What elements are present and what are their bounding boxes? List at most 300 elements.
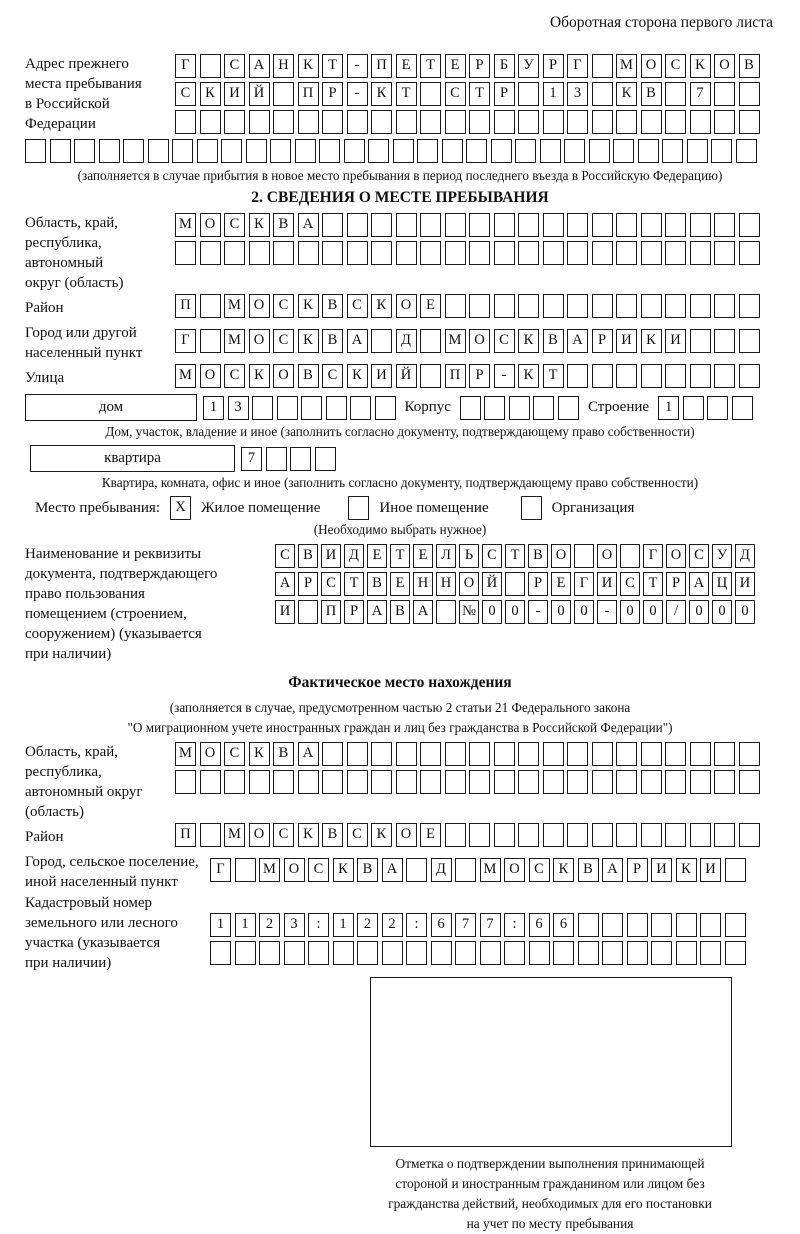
char-cell[interactable]: 1 (543, 82, 564, 106)
char-cell[interactable]: Н (413, 572, 433, 596)
char-cell[interactable]: : (406, 913, 427, 937)
char-cell[interactable] (714, 329, 735, 353)
char-cell[interactable] (455, 941, 476, 965)
char-cell[interactable] (592, 823, 613, 847)
char-cell[interactable]: 2 (382, 913, 403, 937)
char-cell[interactable] (396, 241, 417, 265)
char-cell[interactable] (564, 139, 585, 163)
char-cell[interactable] (676, 941, 697, 965)
char-cell[interactable] (553, 941, 574, 965)
char-cell[interactable] (651, 941, 672, 965)
char-cell[interactable] (469, 742, 490, 766)
char-cell[interactable]: А (413, 600, 433, 624)
char-cell[interactable] (175, 241, 196, 265)
char-cell[interactable] (315, 447, 336, 471)
char-cell[interactable]: 7 (690, 82, 711, 106)
char-cell[interactable]: А (602, 858, 623, 882)
char-cell[interactable]: С (273, 329, 294, 353)
char-cell[interactable] (50, 139, 71, 163)
char-cell[interactable]: М (224, 294, 245, 318)
char-cell[interactable] (665, 770, 686, 794)
char-cell[interactable]: П (175, 823, 196, 847)
char-cell[interactable]: Т (396, 82, 417, 106)
char-cell[interactable] (578, 913, 599, 937)
char-cell[interactable] (246, 139, 267, 163)
char-cell[interactable]: 0 (712, 600, 732, 624)
char-cell[interactable]: С (273, 294, 294, 318)
char-cell[interactable] (739, 241, 760, 265)
char-cell[interactable]: 0 (551, 600, 571, 624)
char-cell[interactable] (589, 139, 610, 163)
char-cell[interactable]: О (200, 742, 221, 766)
char-cell[interactable] (494, 294, 515, 318)
char-cell[interactable] (592, 241, 613, 265)
char-cell[interactable] (651, 913, 672, 937)
char-cell[interactable]: У (712, 544, 732, 568)
char-cell[interactable] (662, 139, 683, 163)
char-cell[interactable] (322, 110, 343, 134)
char-cell[interactable]: Т (643, 572, 663, 596)
char-cell[interactable]: Е (551, 572, 571, 596)
char-cell[interactable] (200, 110, 221, 134)
char-cell[interactable]: М (175, 213, 196, 237)
char-cell[interactable] (290, 447, 311, 471)
char-cell[interactable]: В (322, 823, 343, 847)
char-cell[interactable]: С (529, 858, 550, 882)
char-cell[interactable] (172, 139, 193, 163)
char-cell[interactable] (371, 329, 392, 353)
char-cell[interactable]: С (482, 544, 502, 568)
char-cell[interactable]: К (298, 823, 319, 847)
char-cell[interactable] (445, 823, 466, 847)
char-cell[interactable] (200, 770, 221, 794)
char-cell[interactable]: К (333, 858, 354, 882)
char-cell[interactable]: : (504, 913, 525, 937)
char-cell[interactable]: Н (273, 54, 294, 78)
char-cell[interactable]: К (347, 364, 368, 388)
char-cell[interactable]: В (390, 600, 410, 624)
char-cell[interactable]: М (259, 858, 280, 882)
char-cell[interactable]: С (620, 572, 640, 596)
char-cell[interactable] (200, 294, 221, 318)
residential-checkbox[interactable] (170, 496, 191, 520)
char-cell[interactable]: Е (413, 544, 433, 568)
char-cell[interactable]: Т (469, 82, 490, 106)
char-cell[interactable]: С (445, 82, 466, 106)
char-cell[interactable]: У (518, 54, 539, 78)
char-cell[interactable] (518, 823, 539, 847)
char-cell[interactable] (725, 858, 746, 882)
char-cell[interactable] (249, 110, 270, 134)
char-cell[interactable] (273, 110, 294, 134)
char-cell[interactable] (460, 396, 481, 420)
other-premises-checkbox[interactable] (348, 496, 369, 520)
char-cell[interactable] (665, 82, 686, 106)
char-cell[interactable]: № (459, 600, 479, 624)
char-cell[interactable] (592, 213, 613, 237)
char-cell[interactable] (326, 396, 347, 420)
char-cell[interactable]: С (689, 544, 709, 568)
char-cell[interactable]: М (224, 823, 245, 847)
char-cell[interactable]: А (275, 572, 295, 596)
char-cell[interactable]: : (308, 913, 329, 937)
char-cell[interactable] (543, 742, 564, 766)
char-cell[interactable]: 7 (241, 447, 262, 471)
char-cell[interactable] (344, 139, 365, 163)
char-cell[interactable] (396, 742, 417, 766)
char-cell[interactable] (322, 241, 343, 265)
char-cell[interactable]: Д (396, 329, 417, 353)
char-cell[interactable]: В (298, 364, 319, 388)
char-cell[interactable] (641, 213, 662, 237)
char-cell[interactable] (357, 941, 378, 965)
char-cell[interactable] (494, 770, 515, 794)
char-cell[interactable] (466, 139, 487, 163)
char-cell[interactable] (175, 110, 196, 134)
char-cell[interactable] (469, 241, 490, 265)
char-cell[interactable] (371, 770, 392, 794)
char-cell[interactable] (700, 941, 721, 965)
char-cell[interactable] (420, 364, 441, 388)
char-cell[interactable]: К (371, 82, 392, 106)
char-cell[interactable]: К (518, 329, 539, 353)
char-cell[interactable]: - (597, 600, 617, 624)
char-cell[interactable]: А (347, 329, 368, 353)
char-cell[interactable]: 2 (357, 913, 378, 937)
char-cell[interactable]: К (518, 364, 539, 388)
char-cell[interactable] (420, 742, 441, 766)
char-cell[interactable] (509, 396, 530, 420)
char-cell[interactable]: Т (322, 54, 343, 78)
char-cell[interactable]: 3 (284, 913, 305, 937)
char-cell[interactable] (616, 110, 637, 134)
char-cell[interactable] (200, 329, 221, 353)
char-cell[interactable]: О (551, 544, 571, 568)
char-cell[interactable]: Й (396, 364, 417, 388)
char-cell[interactable] (445, 742, 466, 766)
char-cell[interactable]: - (528, 600, 548, 624)
char-cell[interactable] (347, 742, 368, 766)
char-cell[interactable]: Т (543, 364, 564, 388)
char-cell[interactable] (574, 544, 594, 568)
char-cell[interactable]: 3 (228, 396, 249, 420)
char-cell[interactable] (714, 82, 735, 106)
char-cell[interactable]: 1 (658, 396, 679, 420)
char-cell[interactable] (445, 241, 466, 265)
char-cell[interactable]: И (651, 858, 672, 882)
char-cell[interactable]: Н (436, 572, 456, 596)
char-cell[interactable]: С (322, 364, 343, 388)
char-cell[interactable]: О (666, 544, 686, 568)
char-cell[interactable] (665, 213, 686, 237)
char-cell[interactable]: Р (528, 572, 548, 596)
char-cell[interactable]: П (175, 294, 196, 318)
char-cell[interactable] (711, 139, 732, 163)
char-cell[interactable] (616, 213, 637, 237)
char-cell[interactable]: Л (436, 544, 456, 568)
char-cell[interactable] (436, 600, 456, 624)
char-cell[interactable]: Д (344, 544, 364, 568)
char-cell[interactable] (641, 770, 662, 794)
char-cell[interactable]: С (347, 294, 368, 318)
char-cell[interactable] (690, 110, 711, 134)
char-cell[interactable]: С (321, 572, 341, 596)
char-cell[interactable]: П (371, 54, 392, 78)
char-cell[interactable] (683, 396, 704, 420)
char-cell[interactable]: О (641, 54, 662, 78)
char-cell[interactable]: О (249, 329, 270, 353)
char-cell[interactable] (665, 823, 686, 847)
char-cell[interactable]: К (553, 858, 574, 882)
char-cell[interactable] (333, 941, 354, 965)
char-cell[interactable] (455, 858, 476, 882)
char-cell[interactable]: Т (505, 544, 525, 568)
char-cell[interactable] (620, 544, 640, 568)
char-cell[interactable] (200, 54, 221, 78)
char-cell[interactable] (518, 213, 539, 237)
char-cell[interactable] (533, 396, 554, 420)
char-cell[interactable] (714, 294, 735, 318)
char-cell[interactable] (175, 770, 196, 794)
char-cell[interactable] (505, 572, 525, 596)
char-cell[interactable]: О (249, 294, 270, 318)
char-cell[interactable] (252, 396, 273, 420)
char-cell[interactable] (641, 364, 662, 388)
char-cell[interactable]: 1 (210, 913, 231, 937)
char-cell[interactable]: Г (567, 54, 588, 78)
char-cell[interactable] (518, 770, 539, 794)
char-cell[interactable] (431, 941, 452, 965)
char-cell[interactable]: Е (396, 54, 417, 78)
char-cell[interactable] (690, 770, 711, 794)
char-cell[interactable]: А (382, 858, 403, 882)
char-cell[interactable] (665, 241, 686, 265)
char-cell[interactable] (665, 294, 686, 318)
char-cell[interactable]: М (616, 54, 637, 78)
char-cell[interactable] (445, 213, 466, 237)
char-cell[interactable] (295, 139, 316, 163)
char-cell[interactable] (25, 139, 46, 163)
char-cell[interactable]: / (666, 600, 686, 624)
char-cell[interactable]: О (597, 544, 617, 568)
char-cell[interactable]: - (494, 364, 515, 388)
char-cell[interactable]: 0 (735, 600, 755, 624)
char-cell[interactable]: 0 (643, 600, 663, 624)
char-cell[interactable]: К (249, 364, 270, 388)
char-cell[interactable]: И (224, 82, 245, 106)
char-cell[interactable]: С (224, 364, 245, 388)
char-cell[interactable]: 1 (235, 913, 256, 937)
char-cell[interactable] (578, 941, 599, 965)
char-cell[interactable] (592, 742, 613, 766)
char-cell[interactable] (417, 139, 438, 163)
char-cell[interactable]: М (224, 329, 245, 353)
char-cell[interactable] (224, 110, 245, 134)
char-cell[interactable]: 3 (567, 82, 588, 106)
char-cell[interactable]: Т (344, 572, 364, 596)
char-cell[interactable] (543, 110, 564, 134)
char-cell[interactable]: Г (210, 858, 231, 882)
char-cell[interactable] (714, 110, 735, 134)
char-cell[interactable] (592, 54, 613, 78)
char-cell[interactable]: О (459, 572, 479, 596)
char-cell[interactable]: К (371, 823, 392, 847)
char-cell[interactable]: Ь (459, 544, 479, 568)
char-cell[interactable] (641, 294, 662, 318)
char-cell[interactable] (592, 364, 613, 388)
char-cell[interactable]: Е (367, 544, 387, 568)
char-cell[interactable]: С (665, 54, 686, 78)
char-cell[interactable] (371, 742, 392, 766)
char-cell[interactable] (641, 742, 662, 766)
char-cell[interactable]: О (284, 858, 305, 882)
char-cell[interactable] (518, 294, 539, 318)
char-cell[interactable]: 6 (529, 913, 550, 937)
char-cell[interactable] (221, 139, 242, 163)
char-cell[interactable] (714, 770, 735, 794)
char-cell[interactable]: Р (627, 858, 648, 882)
char-cell[interactable]: И (597, 572, 617, 596)
char-cell[interactable] (322, 742, 343, 766)
char-cell[interactable]: О (200, 213, 221, 237)
char-cell[interactable]: Р (592, 329, 613, 353)
char-cell[interactable]: 0 (505, 600, 525, 624)
char-cell[interactable]: Г (175, 54, 196, 78)
char-cell[interactable]: И (735, 572, 755, 596)
char-cell[interactable] (375, 396, 396, 420)
char-cell[interactable] (714, 241, 735, 265)
char-cell[interactable] (371, 110, 392, 134)
char-cell[interactable] (515, 139, 536, 163)
char-cell[interactable] (368, 139, 389, 163)
char-cell[interactable] (690, 329, 711, 353)
char-cell[interactable]: Д (735, 544, 755, 568)
char-cell[interactable]: Р (344, 600, 364, 624)
char-cell[interactable] (420, 329, 441, 353)
char-cell[interactable] (442, 139, 463, 163)
char-cell[interactable]: 2 (259, 913, 280, 937)
char-cell[interactable]: И (616, 329, 637, 353)
char-cell[interactable]: С (224, 54, 245, 78)
char-cell[interactable]: М (175, 742, 196, 766)
char-cell[interactable] (592, 110, 613, 134)
char-cell[interactable] (494, 823, 515, 847)
char-cell[interactable] (567, 364, 588, 388)
char-cell[interactable]: К (616, 82, 637, 106)
char-cell[interactable] (616, 364, 637, 388)
char-cell[interactable] (396, 110, 417, 134)
char-cell[interactable] (249, 241, 270, 265)
char-cell[interactable] (301, 396, 322, 420)
char-cell[interactable] (494, 213, 515, 237)
char-cell[interactable]: 1 (333, 913, 354, 937)
char-cell[interactable] (518, 110, 539, 134)
char-cell[interactable]: С (224, 213, 245, 237)
char-cell[interactable] (445, 770, 466, 794)
char-cell[interactable]: С (347, 823, 368, 847)
char-cell[interactable] (484, 396, 505, 420)
char-cell[interactable]: X (170, 496, 191, 520)
char-cell[interactable]: В (322, 294, 343, 318)
char-cell[interactable] (420, 82, 441, 106)
char-cell[interactable]: Б (494, 54, 515, 78)
char-cell[interactable]: С (275, 544, 295, 568)
char-cell[interactable] (567, 742, 588, 766)
char-cell[interactable] (491, 139, 512, 163)
char-cell[interactable]: С (175, 82, 196, 106)
char-cell[interactable] (641, 241, 662, 265)
char-cell[interactable]: В (273, 213, 294, 237)
char-cell[interactable] (725, 941, 746, 965)
char-cell[interactable] (235, 941, 256, 965)
char-cell[interactable]: Е (390, 572, 410, 596)
char-cell[interactable] (638, 139, 659, 163)
char-cell[interactable] (714, 213, 735, 237)
char-cell[interactable] (543, 770, 564, 794)
char-cell[interactable] (714, 364, 735, 388)
char-cell[interactable] (469, 823, 490, 847)
char-cell[interactable]: Ц (712, 572, 732, 596)
char-cell[interactable]: О (469, 329, 490, 353)
char-cell[interactable]: О (714, 54, 735, 78)
char-cell[interactable] (690, 241, 711, 265)
char-cell[interactable]: Й (482, 572, 502, 596)
char-cell[interactable]: П (445, 364, 466, 388)
char-cell[interactable]: Г (175, 329, 196, 353)
char-cell[interactable]: Р (666, 572, 686, 596)
char-cell[interactable] (273, 82, 294, 106)
char-cell[interactable]: 7 (455, 913, 476, 937)
char-cell[interactable] (616, 742, 637, 766)
char-cell[interactable] (739, 110, 760, 134)
char-cell[interactable] (690, 364, 711, 388)
char-cell[interactable] (676, 913, 697, 937)
char-cell[interactable]: М (175, 364, 196, 388)
char-cell[interactable]: К (641, 329, 662, 353)
char-cell[interactable]: А (689, 572, 709, 596)
char-cell[interactable] (259, 941, 280, 965)
char-cell[interactable]: О (273, 364, 294, 388)
char-cell[interactable]: 0 (482, 600, 502, 624)
char-cell[interactable]: Р (494, 82, 515, 106)
char-cell[interactable] (480, 941, 501, 965)
char-cell[interactable] (739, 742, 760, 766)
char-cell[interactable]: К (690, 54, 711, 78)
char-cell[interactable] (602, 941, 623, 965)
char-cell[interactable] (148, 139, 169, 163)
char-cell[interactable]: А (298, 213, 319, 237)
char-cell[interactable]: В (543, 329, 564, 353)
char-cell[interactable] (690, 294, 711, 318)
char-cell[interactable]: Г (574, 572, 594, 596)
char-cell[interactable] (348, 496, 369, 520)
char-cell[interactable]: С (224, 742, 245, 766)
char-cell[interactable] (298, 241, 319, 265)
char-cell[interactable]: О (396, 823, 417, 847)
char-cell[interactable] (420, 110, 441, 134)
char-cell[interactable] (725, 913, 746, 937)
char-cell[interactable] (74, 139, 95, 163)
char-cell[interactable]: С (273, 823, 294, 847)
char-cell[interactable] (200, 823, 221, 847)
char-cell[interactable]: М (480, 858, 501, 882)
char-cell[interactable]: В (641, 82, 662, 106)
char-cell[interactable] (123, 139, 144, 163)
char-cell[interactable] (298, 770, 319, 794)
char-cell[interactable] (382, 941, 403, 965)
char-cell[interactable]: А (367, 600, 387, 624)
char-cell[interactable] (592, 770, 613, 794)
